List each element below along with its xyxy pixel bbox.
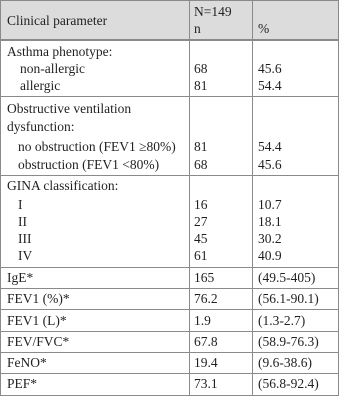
row-divider — [1, 175, 338, 176]
row-pct: 45.6 — [258, 157, 282, 172]
section-title: Asthma phenotype: — [7, 44, 113, 59]
row-label: non-allergic — [20, 61, 85, 76]
section-title: Obstructive ventilation — [7, 101, 132, 116]
row-n: 45 — [194, 231, 208, 246]
row-label: IgE* — [7, 270, 34, 285]
row-label: FEV/FVC* — [7, 334, 70, 349]
row-range: (49.5-405) — [258, 270, 316, 285]
row-range: (58.9-76.3) — [258, 334, 319, 349]
row-divider — [1, 352, 338, 353]
row-divider — [1, 331, 338, 332]
row-divider — [1, 96, 338, 97]
row-pct: 18.1 — [258, 214, 282, 229]
header-pct: % — [258, 21, 270, 36]
row-pct: 40.9 — [258, 248, 282, 263]
section-title: dysfunction: — [7, 119, 75, 134]
row-label: allergic — [20, 78, 61, 93]
row-divider — [1, 373, 338, 374]
column-divider — [252, 1, 253, 395]
row-range: (56.1-90.1) — [258, 291, 319, 306]
row-n: 68 — [194, 157, 208, 172]
row-range: (9.6-38.6) — [258, 355, 312, 370]
section-title: GINA classification: — [7, 178, 119, 193]
row-median: 67.8 — [194, 334, 218, 349]
row-n: 16 — [194, 197, 208, 212]
row-label: obstruction (FEV1 <80%) — [18, 157, 160, 172]
row-n: 27 — [194, 214, 208, 229]
row-median: 19.4 — [194, 355, 218, 370]
row-label: FEV1 (%)* — [7, 291, 70, 306]
row-label: I — [18, 197, 23, 212]
row-label: FEV1 (L)* — [7, 313, 67, 328]
row-median: 1.9 — [194, 313, 211, 328]
row-n: 81 — [194, 139, 208, 154]
header-total: N=149 — [194, 4, 232, 19]
row-label: no obstruction (FEV1 ≥80%) — [18, 139, 176, 154]
row-label: FeNO* — [7, 355, 47, 370]
row-pct: 30.2 — [258, 231, 282, 246]
row-divider — [1, 40, 338, 41]
row-range: (1.3-2.7) — [258, 313, 306, 328]
row-label: II — [18, 214, 27, 229]
row-n: 68 — [194, 61, 208, 76]
row-divider — [1, 267, 338, 268]
row-median: 165 — [194, 270, 215, 285]
row-divider — [1, 309, 338, 310]
header-n: n — [194, 21, 201, 36]
row-pct: 45.6 — [258, 61, 282, 76]
row-range: (56.8-92.4) — [258, 376, 319, 391]
column-divider — [189, 1, 190, 395]
row-pct: 54.4 — [258, 78, 282, 93]
row-divider — [1, 288, 338, 289]
row-n: 61 — [194, 248, 208, 263]
row-label: III — [18, 231, 32, 246]
row-pct: 54.4 — [258, 139, 282, 154]
row-label: PEF* — [7, 376, 38, 391]
row-pct: 10.7 — [258, 197, 282, 212]
row-n: 81 — [194, 78, 208, 93]
row-median: 76.2 — [194, 291, 218, 306]
header-parameter: Clinical parameter — [7, 13, 108, 28]
row-label: IV — [18, 248, 33, 263]
row-median: 73.1 — [194, 376, 218, 391]
